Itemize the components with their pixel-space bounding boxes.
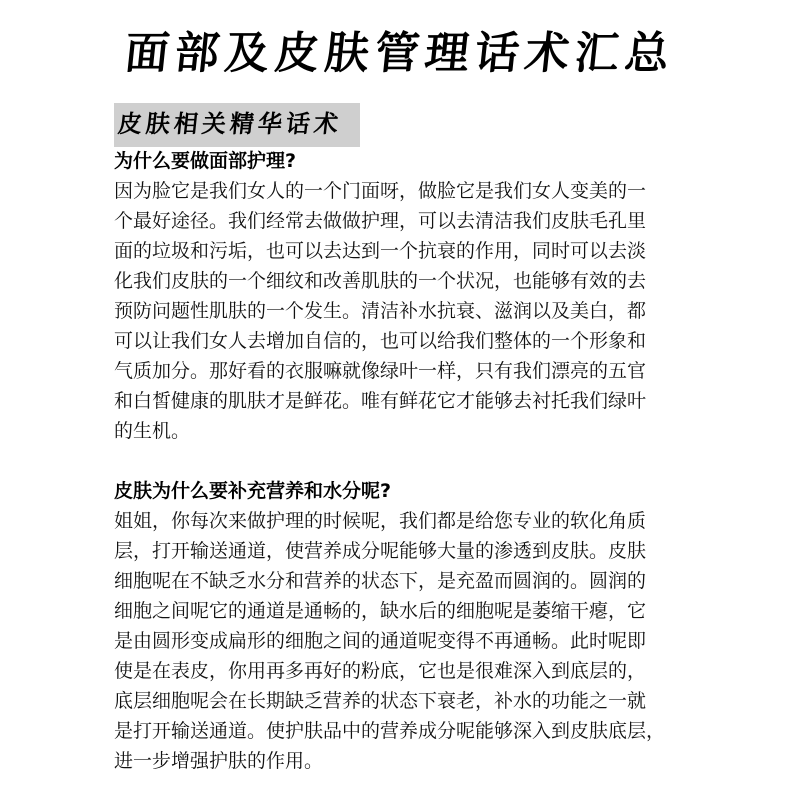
answer-line: 化我们皮肤的一个细纹和改善肌肤的一个状况，也能够有效的去 (114, 270, 647, 292)
answer-line: 底层细胞呢会在长期缺乏营养的状态下衰老，补水的功能之一就 (114, 690, 647, 712)
answer-line: 预防问题性肌肤的一个发生。清洁补水抗衰、滋润以及美白，都 (114, 300, 647, 322)
answer-line: 可以让我们女人去增加自信的，也可以给我们整体的一个形象和 (114, 330, 647, 352)
answer-line: 细胞之间呢它的通道是通畅的，缺水后的细胞呢是萎缩干瘪，它 (114, 600, 647, 622)
answer-line: 因为脸它是我们女人的一个门面呀，做脸它是我们女人变美的一 (114, 180, 647, 202)
question-1: 为什么要做面部护理? (114, 150, 297, 172)
question-2: 皮肤为什么要补充营养和水分呢? (114, 480, 392, 502)
answer-line: 的生机。 (114, 420, 191, 442)
answer-line: 和白皙健康的肌肤才是鲜花。唯有鲜花它才能够去衬托我们绿叶 (114, 390, 647, 412)
answer-1 (114, 176, 698, 446)
qa-content (114, 146, 698, 776)
answer-line: 个最好途径。我们经常去做做护理，可以去清洁我们皮肤毛孔里 (114, 210, 647, 232)
paragraph-spacer (114, 446, 698, 476)
page-title: 面部及皮肤管理话术汇总 (122, 28, 678, 79)
answer-line: 细胞呢在不缺乏水分和营养的状态下，是充盈而圆润的。圆润的 (114, 570, 647, 592)
answer-line: 面的垃圾和污垢，也可以去达到一个抗衰的作用，同时可以去淡 (114, 240, 647, 262)
answer-line: 气质加分。那好看的衣服嘛就像绿叶一样，只有我们漂亮的五官 (114, 360, 647, 382)
answer-line: 是由圆形变成扁形的细胞之间的通道呢变得不再通畅。此时呢即 (114, 630, 647, 652)
answer-2 (114, 506, 698, 776)
answer-line: 是打开输送通道。使护肤品中的营养成分呢能够深入到皮肤底层， (114, 720, 666, 742)
section-heading: 皮肤相关精华话术 (116, 109, 344, 138)
answer-line: 进一步增强护肤的作用。 (114, 750, 324, 772)
answer-line: 使是在表皮，你用再多再好的粉底，它也是很难深入到底层的， (114, 660, 647, 682)
answer-line: 姐姐，你每次来做护理的时候呢，我们都是给您专业的软化角质 (114, 510, 647, 532)
answer-line: 层，打开输送通道，使营养成分呢能够大量的渗透到皮肤。皮肤 (114, 540, 647, 562)
